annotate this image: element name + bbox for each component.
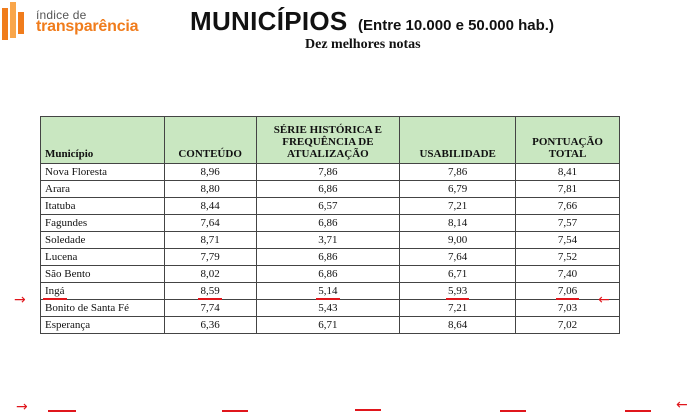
arrow-right-icon: →: [14, 292, 26, 308]
arrow-left-icon: ←: [676, 397, 688, 413]
cell-conteudo: 7,74: [164, 300, 256, 317]
cell-conteudo: 8,80: [164, 181, 256, 198]
indice-transparencia-logo: [2, 2, 142, 42]
cell-municipio: Soledade: [41, 232, 165, 249]
cell-municipio: Arara: [41, 181, 165, 198]
underlined-serie: 5,14: [318, 285, 338, 297]
cell-usabilidade: 7,21: [400, 300, 516, 317]
cell-municipio: Lucena: [41, 249, 165, 266]
title-main: MUNICÍPIOS: [190, 6, 348, 36]
cell-serie: 7,86: [256, 164, 400, 181]
cell-usabilidade: 6,79: [400, 181, 516, 198]
cell-municipio: [41, 283, 165, 300]
cell-usabilidade: 9,00: [400, 232, 516, 249]
annotation-dash: [355, 409, 381, 411]
table-row: [41, 266, 620, 283]
page-subtitle: Dez melhores notas: [305, 37, 421, 52]
cell-usabilidade: 7,86: [400, 164, 516, 181]
page-title: [190, 6, 554, 37]
logo-text-line2: transparência: [36, 18, 139, 35]
ranking-table: [40, 116, 620, 334]
header-serie-historica: SÉRIE HISTÓRICA E FREQUÊNCIA DE ATUALIZAÇÃO: [256, 117, 400, 164]
table-row: [41, 300, 620, 317]
cell-total: 7,57: [516, 215, 620, 232]
cell-usabilidade: 7,21: [400, 198, 516, 215]
table-row: [41, 181, 620, 198]
cell-serie: 6,71: [256, 317, 400, 334]
cell-municipio: São Bento: [41, 266, 165, 283]
arrow-right-icon: →: [16, 399, 28, 415]
arrow-left-icon: ←: [598, 292, 610, 308]
table-row: [41, 249, 620, 266]
cell-municipio: Bonito de Santa Fé: [41, 300, 165, 317]
underlined-usabilidade: 5,93: [448, 285, 468, 297]
cell-conteudo: 8,02: [164, 266, 256, 283]
cell-total: 7,03: [516, 300, 620, 317]
header-usabilidade: USABILIDADE: [400, 117, 516, 164]
cell-conteudo: 6,36: [164, 317, 256, 334]
cell-conteudo: [164, 283, 256, 300]
underlined-municipio: Ingá: [45, 285, 65, 297]
table-row: [41, 215, 620, 232]
underlined-total: 7,06: [557, 285, 578, 297]
table-row: [41, 232, 620, 249]
cell-municipio: Fagundes: [41, 215, 165, 232]
cell-municipio: Nova Floresta: [41, 164, 165, 181]
cell-usabilidade: 7,64: [400, 249, 516, 266]
header-conteudo: CONTEÚDO: [164, 117, 256, 164]
cell-conteudo: 7,64: [164, 215, 256, 232]
header-pontuacao-total: PONTUAÇÃO TOTAL: [516, 117, 620, 164]
cell-conteudo: 8,71: [164, 232, 256, 249]
table-row-highlighted: [41, 283, 620, 300]
cell-usabilidade: 8,64: [400, 317, 516, 334]
cell-usabilidade: 8,14: [400, 215, 516, 232]
annotation-dash: [500, 410, 526, 412]
cell-total: 8,41: [516, 164, 620, 181]
underlined-conteudo: 8,59: [200, 285, 220, 297]
cell-usabilidade: [400, 283, 516, 300]
cell-serie: 5,43: [256, 300, 400, 317]
cell-conteudo: 7,79: [164, 249, 256, 266]
cell-usabilidade: 6,71: [400, 266, 516, 283]
cell-conteudo: 8,96: [164, 164, 256, 181]
annotation-dash: [625, 410, 651, 412]
cell-serie: 6,86: [256, 249, 400, 266]
cell-serie: [256, 283, 400, 300]
cell-total: 7,54: [516, 232, 620, 249]
header-municipio: Município: [41, 117, 165, 164]
cell-serie: 6,86: [256, 181, 400, 198]
annotation-dash: [48, 410, 76, 412]
cell-total: 7,81: [516, 181, 620, 198]
logo-text-line1: índice de: [36, 8, 87, 22]
cell-serie: 6,57: [256, 198, 400, 215]
cell-municipio: Esperança: [41, 317, 165, 334]
annotation-dash: [222, 410, 248, 412]
cell-conteudo: 8,44: [164, 198, 256, 215]
cell-total: 7,52: [516, 249, 620, 266]
table-row: [41, 198, 620, 215]
title-population-range: (Entre 10.000 e 50.000 hab.): [358, 17, 554, 34]
cell-serie: 6,86: [256, 266, 400, 283]
cell-municipio: Itatuba: [41, 198, 165, 215]
cell-total: 7,40: [516, 266, 620, 283]
table-row: [41, 164, 620, 181]
logo-bars-icon: [2, 2, 30, 40]
cell-serie: 3,71: [256, 232, 400, 249]
cell-total: 7,66: [516, 198, 620, 215]
cell-total: 7,02: [516, 317, 620, 334]
table-header-row: [41, 117, 620, 164]
table-row: [41, 317, 620, 334]
cell-serie: 6,86: [256, 215, 400, 232]
